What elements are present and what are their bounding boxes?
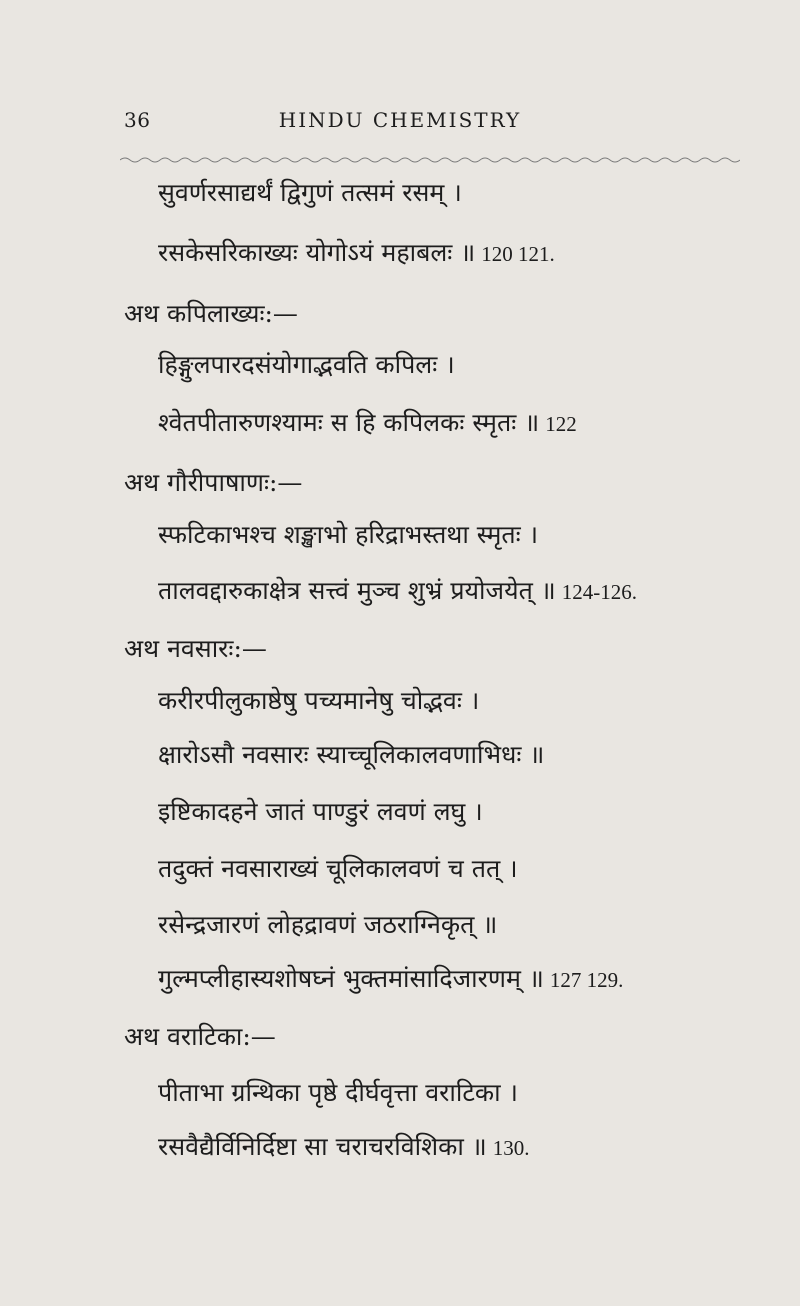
verse-number: 127 129. — [549, 968, 624, 992]
verse-line: श्वेतपीतारुणश्यामः स हि कपिलकः स्मृतः ॥ 122 — [158, 408, 577, 437]
verse-number: 120 121. — [481, 242, 555, 266]
section-heading: अथ गौरीपाषाणः:— — [124, 468, 303, 497]
verse-line: हिङ्गुलपारदसंयोगाद्भवति कपिलः । — [158, 350, 455, 379]
verse-line: सुवर्णरसाद्यर्थं द्विगुणं तत्समं रसम् । — [158, 178, 462, 207]
verse-line: तालवद्दारुकाक्षेत्र सत्त्वं मुञ्च शुभ्रं प्रयोजयेत् ॥ 124-126. — [158, 576, 637, 605]
verse-line: रसवैद्यैर्विनिर्दिष्टा सा चराचरविशिका ॥ 130. — [158, 1132, 530, 1161]
section-heading: अथ नवसारः:— — [124, 634, 267, 663]
section-heading: अथ कपिलाख्यः:— — [124, 299, 298, 328]
verse-number: 122 — [545, 412, 577, 436]
verse-number: 130. — [492, 1136, 530, 1160]
verse-number: 124-126. — [561, 580, 637, 604]
verse-line: गुल्मप्लीहास्यशोषघ्नं भुक्तमांसादिजारणम् ॥ 127 129. — [158, 964, 624, 993]
verse-line: पीताभा ग्रन्थिका पृष्ठे दीर्घवृत्ता वराटिका । — [158, 1078, 519, 1107]
verse-line: स्फटिकाभश्च शङ्खाभो हरिद्राभस्तथा स्मृतः । — [158, 520, 539, 549]
verse-line: इष्टिकादहने जातं पाण्डुरं लवणं लघु । — [158, 797, 483, 826]
page-number: 36 — [124, 108, 151, 132]
section-heading: अथ वराटिका:— — [124, 1022, 276, 1051]
page-header — [0, 108, 800, 138]
verse-line: तदुक्तं नवसाराख्यं चूलिकालवणं च तत् । — [158, 854, 518, 883]
verse-line: क्षारोऽसौ नवसारः स्याच्चूलिकालवणाभिधः ॥ — [158, 740, 545, 769]
verse-line: रसेन्द्रजारणं लोहद्रावणं जठराग्निकृत् ॥ — [158, 910, 498, 939]
header-wavy-rule — [120, 156, 740, 164]
running-head: HINDU CHEMISTRY — [278, 108, 522, 132]
verse-line: रसकेसरिकाख्यः योगोऽयं महाबलः ॥ 120 121. — [158, 238, 555, 267]
verse-line: करीरपीलुकाष्ठेषु पच्यमानेषु चोद्भवः । — [158, 686, 480, 715]
